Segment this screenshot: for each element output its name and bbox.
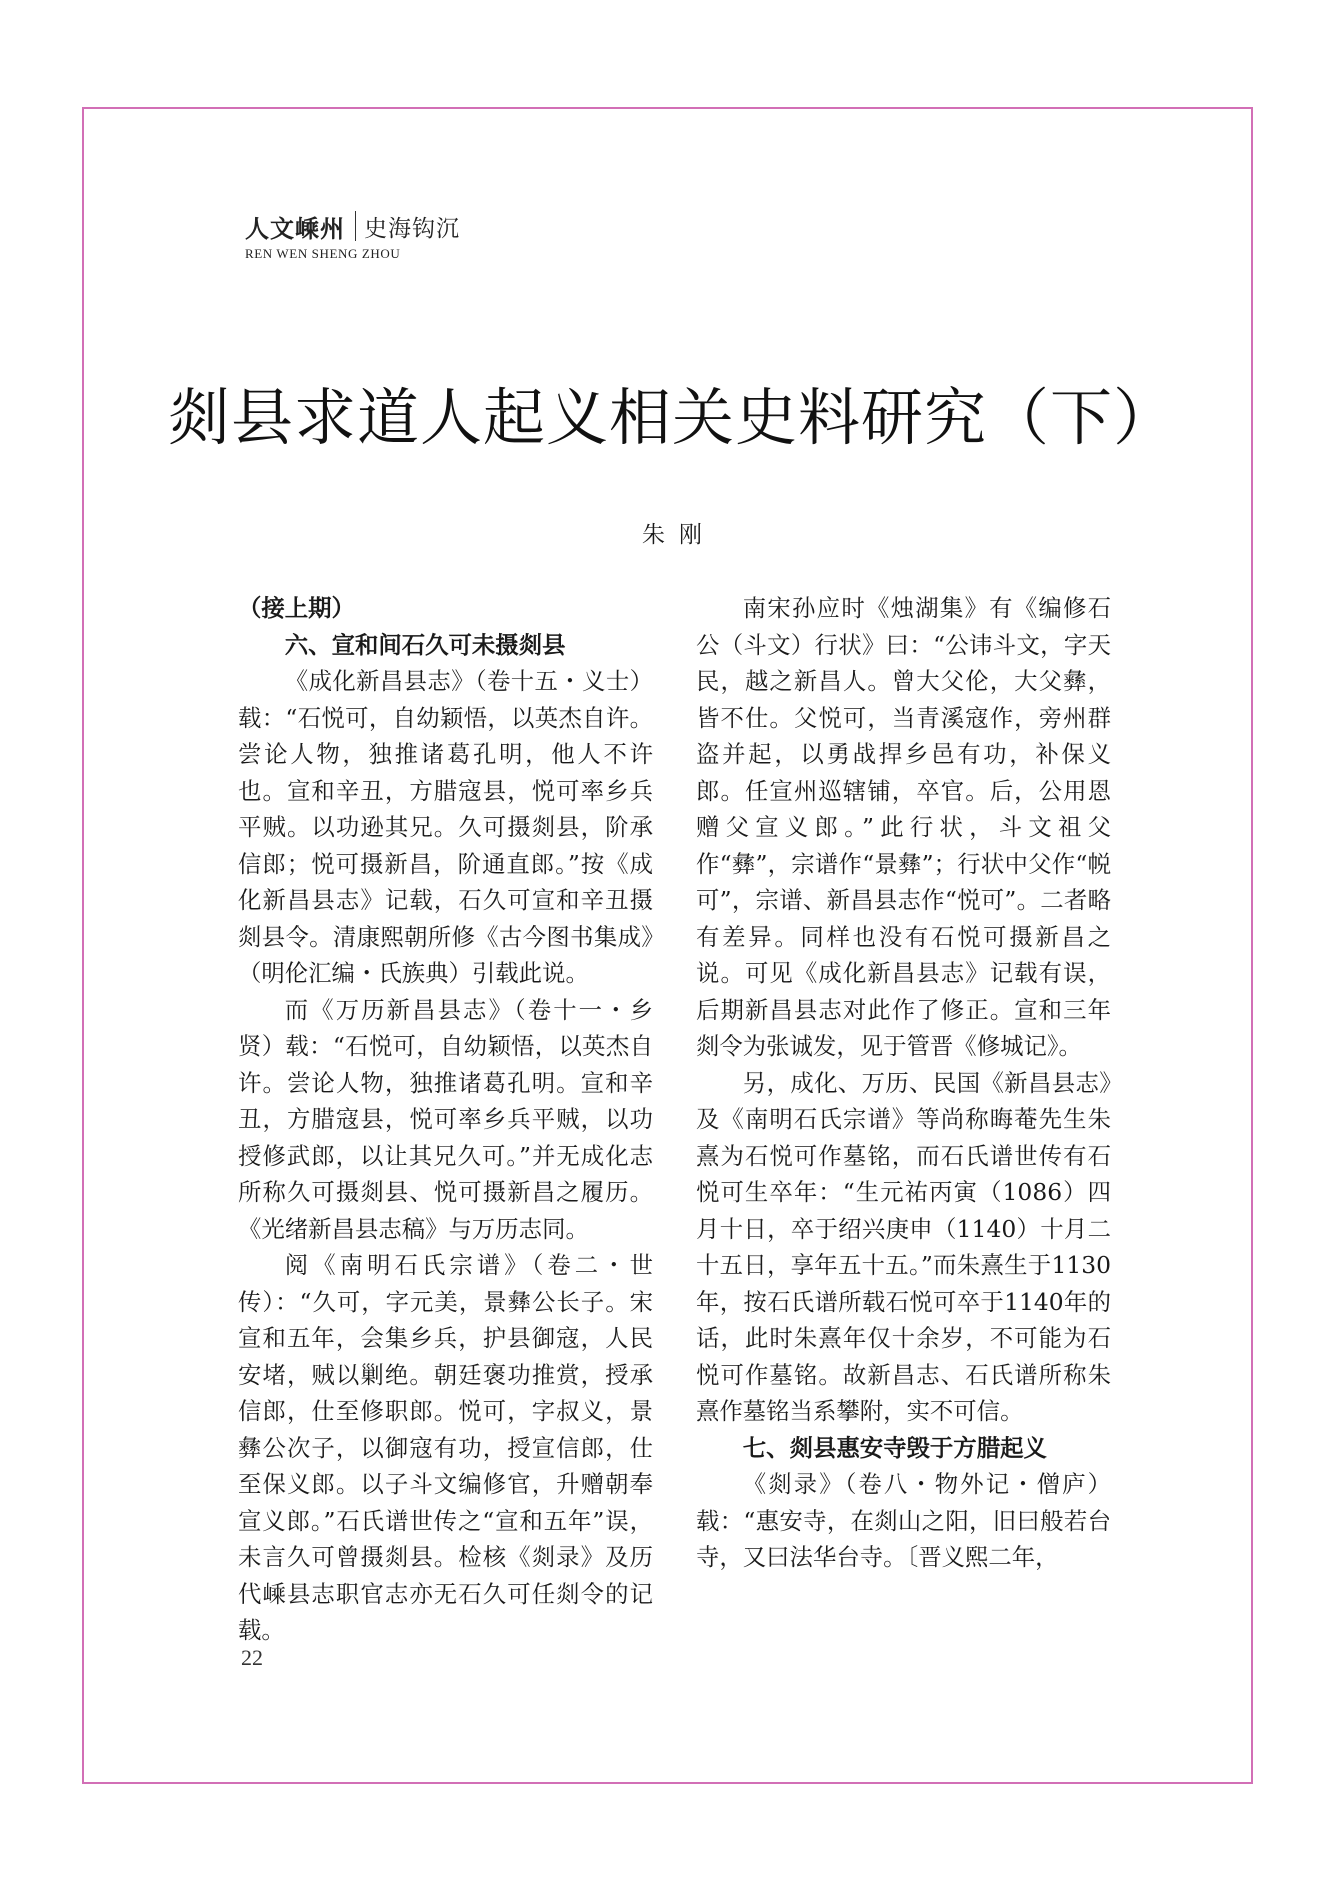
- section-7-heading: 七、剡县惠安寺毁于方腊起义: [742, 1433, 1047, 1462]
- body-paragraph: 《剡录》（卷八・物外记・僧庐）载：“惠安寺，在剡山之阳，旧曰般若台寺，又曰法华台寺。〔晋义熙二年，: [696, 1470, 1111, 1571]
- article-title: 剡县求道人起义相关史料研究（下）: [167, 381, 1176, 454]
- continued-label: （接上期）: [238, 594, 355, 622]
- running-header: [245, 208, 460, 262]
- body-paragraph: 《成化新昌县志》（卷十五・义士）载：“石悦可，自幼颖悟，以英杰自许。尝论人物，独推诸葛孔明，他人不许也。宣和辛丑，方腊寇县，悦可率乡兵平贼。以功逊其兄。久可摄剡县，阶承信郎；悦可摄新昌，阶通直郎。”按《成化新昌县志》记载，石久可宣和辛丑摄剡县令。清康熙朝所修《古今图书集成》（明伦汇编・氏族典）引载此说。: [238, 667, 653, 987]
- left-column: [238, 590, 653, 1649]
- article-author: 朱刚: [642, 522, 716, 548]
- header-divider: [355, 211, 356, 241]
- body-paragraph: 而《万历新昌县志》（卷十一・乡贤）载：“石悦可，自幼颖悟，以英杰自许。尝论人物，独推诸葛孔明。宣和辛丑，方腊寇县，悦可率乡兵平贼，以功授修武郎，以让其兄久可。”并无成化志所称久可摄剡县、悦可摄新昌之履历。《光绪新昌县志稿》与万历志同。: [238, 995, 653, 1243]
- column-name-pinyin: REN WEN SHENG ZHOU: [245, 246, 401, 261]
- body-paragraph: 南宋孙应时《烛湖集》有《编修石公（斗文）行状》曰：“公讳斗文，字天民，越之新昌人。曾大父伦，大父彝，皆不仕。父悦可，当青溪寇作，旁州群盗并起，以勇战捍乡邑有功，补保义郎。任宣州巡辖铺，卒官。后，公用恩赠父宣义郎。”此行状，斗文祖父作“彝”，宗谱作“景彝”；行状中父作“帨可”，宗谱、新昌县志作“悦可”。二者略有差异。同样也没有石悦可摄新昌之说。可见《成化新昌县志》记载有误，后期新昌县志对此作了修正。宣和三年剡令为张诚发，见于管晋《修城记》。: [696, 594, 1111, 1060]
- body-paragraph: 阅《南明石氏宗谱》（卷二・世传）：“久可，字元美，景彝公长子。宋宣和五年，会集乡兵，护县御寇，人民安堵，贼以剿绝。朝廷褒功推赏，授承信郎，仕至修职郎。悦可，字叔义，景彝公次子，以御寇有功，授宣信郎，仕至保义郎。以子斗文编修官，升赠朝奉宣义郎。”石氏谱世传之“宣和五年”误，未言久可曾摄剡县。检核《剡录》及历代嵊县志职官志亦无石久可任剡令的记载。: [238, 1251, 653, 1644]
- right-column: [696, 590, 1111, 1576]
- section-name: 史海钩沉: [364, 215, 460, 242]
- column-name: 人文嵊州: [245, 214, 345, 243]
- body-paragraph: 另，成化、万历、民国《新昌县志》及《南明石氏宗谱》等尚称晦菴先生朱熹为石悦可作墓铭，而石氏谱世传有石悦可生卒年：“生元祐丙寅（1086）四月十日，卒于绍兴庚申（1140）十月二十五日，享年五十五。”而朱熹生于1130年，按石氏谱所载石悦可卒于1140年的话，此时朱熹年仅十余岁，不可能为石悦可作墓铭。故新昌志、石氏谱所称朱熹作墓铭当系攀附，实不可信。: [696, 1068, 1111, 1425]
- header-line: [245, 208, 460, 244]
- page-number: 22: [241, 1645, 263, 1670]
- section-6-heading: 六、宣和间石久可未摄剡县: [284, 630, 566, 659]
